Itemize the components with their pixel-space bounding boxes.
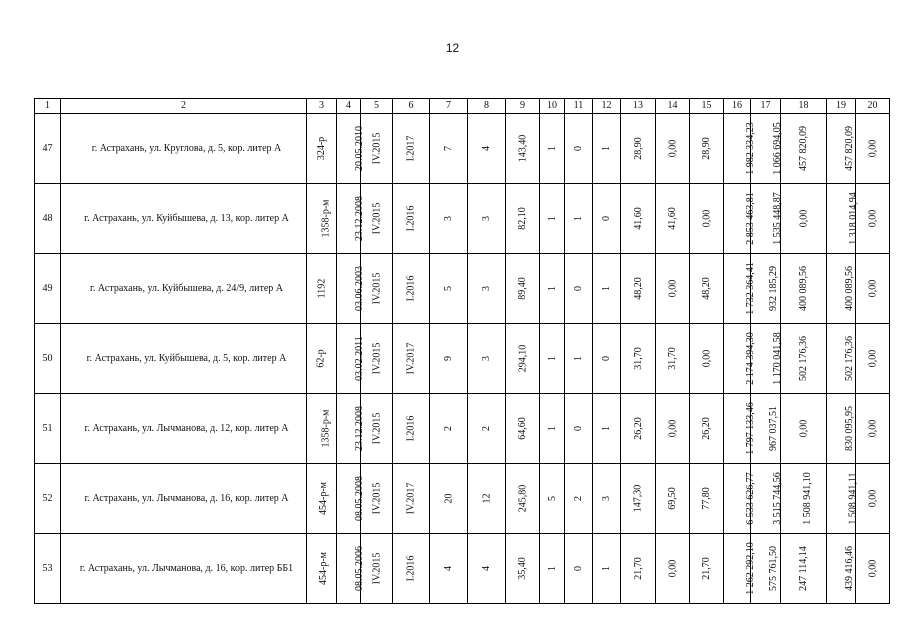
rotated-value: 1: [546, 216, 558, 221]
rotated-value: 3: [481, 356, 492, 361]
rotated-value: 0,00: [867, 139, 878, 158]
rotated-value: 1 318 014,94: [847, 192, 859, 245]
table-cell: [781, 254, 827, 324]
rotated-value: 294,10: [517, 344, 528, 373]
column-number-cell: 17: [751, 99, 781, 114]
rotated-value: 6 533 626,77: [744, 472, 756, 525]
table-cell: [690, 184, 724, 254]
rotated-value: 2 853 463,81: [744, 192, 756, 245]
row-number-cell: 47: [35, 114, 61, 184]
table-cell: [827, 324, 856, 394]
table-cell: [393, 324, 430, 394]
table-cell: [621, 394, 656, 464]
rotated-value: I.2016: [405, 555, 417, 582]
data-table: [34, 98, 890, 604]
column-number-cell: 6: [393, 99, 430, 114]
table-row: [35, 394, 890, 464]
table-cell: [393, 464, 430, 534]
rotated-value: 0,00: [867, 489, 878, 508]
address-cell: г. Астрахань, ул. Куйбышева, д. 5, кор. литер А: [61, 324, 307, 394]
rotated-value: 0,00: [867, 209, 878, 228]
rotated-value: 1 508 941,10: [801, 472, 813, 525]
rotated-value: 0,00: [798, 209, 809, 228]
table-cell: [468, 464, 506, 534]
rotated-value: 575 761,50: [768, 546, 779, 591]
table-cell: [593, 464, 621, 534]
rotated-value: 1: [601, 426, 612, 431]
address-cell: г. Астрахань, ул. Лычманова, д. 16, кор. литер ББ1: [61, 534, 307, 604]
rotated-value: 1 066 694,05: [771, 122, 783, 175]
table-cell: [781, 464, 827, 534]
rotated-value: 247 114,14: [797, 546, 809, 591]
rotated-value: 324-р: [316, 136, 327, 161]
table-cell: [724, 534, 756, 604]
rotated-value: 967 037,51: [768, 406, 779, 451]
rotated-value: 2: [573, 496, 584, 501]
row-number-cell: 53: [35, 534, 61, 604]
table-cell: [656, 324, 690, 394]
rotated-value: IV.2015: [371, 482, 383, 515]
column-number-cell: 15: [690, 99, 724, 114]
rotated-value: IV.2015: [371, 412, 383, 445]
rotated-value: 439 416,46: [844, 546, 855, 591]
rotated-value: 03.06.2003: [354, 266, 365, 311]
rotated-value: 08.05.2006: [354, 546, 365, 591]
table-cell: [393, 394, 430, 464]
table-cell: [307, 184, 337, 254]
rotated-value: 932 185,29: [768, 266, 779, 311]
rotated-value: 0,00: [867, 419, 878, 438]
rotated-value: 5: [546, 496, 558, 501]
rotated-value: 1: [601, 566, 612, 571]
table-cell: [827, 534, 856, 604]
table-cell: [827, 114, 856, 184]
table-cell: [337, 464, 365, 534]
table-cell: [856, 114, 890, 184]
table-cell: [856, 394, 890, 464]
table-cell: [724, 394, 756, 464]
table-cell: [540, 534, 565, 604]
table-cell: [307, 464, 337, 534]
table-cell: [468, 324, 506, 394]
table-cell: [468, 534, 506, 604]
table-cell: [361, 324, 393, 394]
table-cell: [781, 114, 827, 184]
row-number-cell: 49: [35, 254, 61, 324]
table-cell: [827, 394, 856, 464]
table-cell: [540, 324, 565, 394]
rotated-value: 3: [481, 286, 492, 291]
rotated-value: 4: [443, 566, 454, 571]
rotated-value: 26,20: [701, 417, 712, 440]
table-cell: [337, 534, 365, 604]
table-cell: [361, 394, 393, 464]
table-cell: [827, 184, 859, 254]
rotated-value: 20: [443, 493, 454, 504]
column-number-cell: 8: [468, 99, 506, 114]
rotated-value: I.2017: [405, 135, 417, 162]
column-number-cell: 14: [656, 99, 690, 114]
table-cell: [656, 534, 690, 604]
table-cell: [724, 324, 756, 394]
table-cell: [337, 324, 365, 394]
table-row: [35, 464, 890, 534]
table-cell: [781, 394, 827, 464]
table-cell: [656, 254, 690, 324]
rotated-value: 0,00: [867, 279, 878, 298]
rotated-value: 4: [481, 146, 492, 151]
column-number-cell: 13: [621, 99, 656, 114]
column-number-cell: 11: [565, 99, 593, 114]
table-cell: [621, 464, 656, 534]
rotated-value: IV.2015: [371, 202, 383, 235]
table-cell: [593, 324, 621, 394]
rotated-value: 2: [481, 426, 492, 431]
table-cell: [656, 114, 690, 184]
column-number-cell: 20: [856, 99, 890, 114]
rotated-value: 77,80: [701, 487, 712, 510]
table-cell: [430, 464, 468, 534]
rotated-value: 3: [601, 496, 612, 501]
rotated-value: 3 515 744,56: [771, 472, 783, 525]
rotated-value: 0: [573, 146, 584, 151]
rotated-value: 0: [573, 426, 584, 431]
table-cell: [565, 324, 593, 394]
row-number-cell: 48: [35, 184, 61, 254]
rotated-value: IV.2017: [405, 342, 417, 375]
table-cell: [307, 394, 337, 464]
rotated-value: 0,00: [701, 349, 712, 368]
table-cell: [337, 394, 365, 464]
rotated-value: 454-р-м: [318, 552, 329, 585]
rotated-value: IV.2015: [371, 552, 383, 585]
row-number-cell: 51: [35, 394, 61, 464]
table-cell: [540, 394, 565, 464]
rotated-value: 0,00: [867, 349, 878, 368]
column-number-cell: 10: [540, 99, 565, 114]
table-cell: [593, 394, 621, 464]
table-cell: [540, 114, 565, 184]
table-row: [35, 184, 890, 254]
row-number-cell: 50: [35, 324, 61, 394]
table-cell: [690, 114, 724, 184]
table-cell: [724, 464, 756, 534]
column-number-cell: 7: [430, 99, 468, 114]
column-number-cell: 18: [781, 99, 827, 114]
rotated-value: 1: [546, 566, 558, 571]
table-cell: [856, 464, 890, 534]
table-cell: [565, 184, 593, 254]
rotated-value: 3: [481, 216, 492, 221]
rotated-value: 0: [601, 356, 612, 361]
rotated-value: 4: [481, 566, 492, 571]
rotated-value: 0,00: [667, 139, 678, 158]
rotated-value: 1: [573, 216, 584, 221]
column-number-row: [35, 99, 890, 114]
table-cell: [430, 184, 468, 254]
rotated-value: IV.2015: [371, 272, 383, 305]
table-cell: [656, 184, 690, 254]
rotated-value: 03.02.2011: [353, 336, 365, 381]
table-cell: [856, 534, 890, 604]
rotated-value: 147,30: [632, 484, 644, 513]
rotated-value: 502 176,36: [798, 336, 809, 381]
table-cell: [361, 254, 393, 324]
column-number-cell: 16: [724, 99, 751, 114]
rotated-value: 1 262 292,10: [744, 542, 756, 595]
table-body: [35, 99, 890, 604]
rotated-value: 20.05.2010: [354, 126, 365, 171]
rotated-value: 0: [573, 566, 584, 571]
table-cell: [621, 184, 656, 254]
table-cell: [565, 464, 593, 534]
table-cell: [856, 254, 890, 324]
rotated-value: 21,70: [632, 557, 644, 580]
rotated-value: 31,70: [667, 347, 678, 370]
table-cell: [430, 394, 468, 464]
table-cell: [690, 254, 724, 324]
rotated-value: 12: [481, 493, 492, 504]
rotated-value: 28,90: [701, 137, 712, 160]
rotated-value: 48,20: [701, 277, 712, 300]
table-cell: [724, 254, 756, 324]
table-cell: [506, 464, 540, 534]
table-cell: [393, 534, 430, 604]
table-cell: [393, 254, 430, 324]
table-cell: [337, 114, 365, 184]
table-cell: [506, 184, 540, 254]
table-cell: [565, 114, 593, 184]
rotated-value: 1: [546, 356, 558, 361]
address-cell: г. Астрахань, ул. Куйбышева, д. 13, кор. литер А: [61, 184, 307, 254]
table-cell: [307, 254, 337, 324]
table-cell: [856, 184, 890, 254]
rotated-value: 400 089,56: [844, 266, 855, 311]
table-cell: [307, 324, 337, 394]
rotated-value: 1 797 133,46: [744, 402, 756, 455]
table-row: [35, 254, 890, 324]
rotated-value: 9: [443, 356, 454, 361]
rotated-value: 1192: [315, 278, 327, 299]
table-cell: [506, 254, 540, 324]
rotated-value: 23.12.2008: [354, 196, 365, 241]
table-cell: [540, 184, 565, 254]
table-cell: [361, 184, 393, 254]
rotated-value: 0: [573, 286, 584, 291]
rotated-value: 89,40: [517, 277, 528, 300]
table-cell: [621, 324, 656, 394]
table-cell: [827, 464, 859, 534]
table-cell: [430, 254, 468, 324]
rotated-value: 21,70: [701, 557, 712, 580]
table-cell: [506, 394, 540, 464]
rotated-value: 0,00: [667, 559, 678, 578]
rotated-value: 62-р: [316, 349, 327, 368]
table-cell: [621, 114, 656, 184]
table-cell: [565, 394, 593, 464]
rotated-value: 35,40: [517, 557, 528, 580]
table-cell: [393, 184, 430, 254]
table-cell: [307, 534, 337, 604]
table-cell: [690, 534, 724, 604]
rotated-value: 2 174 394,30: [744, 332, 756, 385]
table-cell: [593, 254, 621, 324]
address-cell: г. Астрахань, ул. Куйбышева, д. 24/9, литер А: [61, 254, 307, 324]
rotated-value: 28,90: [632, 137, 644, 160]
rotated-value: 1358-р-м: [320, 199, 332, 238]
rotated-value: 502 176,36: [844, 336, 855, 381]
column-number-cell: 4: [337, 99, 361, 114]
table-cell: [656, 464, 690, 534]
column-number-cell: 9: [506, 99, 540, 114]
table-cell: [856, 324, 890, 394]
rotated-value: 1: [546, 146, 558, 151]
rotated-value: 400 089,56: [798, 266, 809, 311]
table-cell: [393, 114, 430, 184]
rotated-value: 7: [443, 146, 454, 151]
table-cell: [565, 254, 593, 324]
table-cell: [656, 394, 690, 464]
rotated-value: IV.2015: [371, 132, 383, 165]
table-cell: [724, 114, 756, 184]
column-number-cell: 12: [593, 99, 621, 114]
table-cell: [337, 254, 365, 324]
rotated-value: 1 170 041,58: [771, 332, 783, 385]
table-cell: [593, 114, 621, 184]
column-number-cell: 19: [827, 99, 856, 114]
table-cell: [430, 324, 468, 394]
rotated-value: 1 982 334,23: [744, 122, 756, 175]
row-number-cell: 52: [35, 464, 61, 534]
rotated-value: 245,80: [517, 484, 528, 513]
rotated-value: 23.12.2008: [354, 406, 365, 451]
table-cell: [540, 464, 565, 534]
table-cell: [361, 464, 393, 534]
rotated-value: IV.2015: [371, 342, 383, 375]
rotated-value: 1: [601, 146, 612, 151]
table-cell: [361, 114, 393, 184]
rotated-value: IV.2017: [405, 482, 417, 515]
address-cell: г. Астрахань, ул. Круглова, д. 5, кор. литер А: [61, 114, 307, 184]
column-number-cell: 1: [35, 99, 61, 114]
rotated-value: 143,40: [517, 134, 528, 163]
rotated-value: 48,20: [632, 277, 644, 300]
rotated-value: I.2016: [405, 205, 417, 232]
page-number: 12: [445, 41, 460, 55]
address-cell: г. Астрахань, ул. Лычманова, д. 12, кор. литер А: [61, 394, 307, 464]
rotated-value: 0,00: [867, 559, 878, 578]
rotated-value: 1: [546, 286, 558, 291]
table-cell: [468, 394, 506, 464]
rotated-value: 0,00: [667, 279, 678, 298]
table-cell: [621, 534, 656, 604]
table-cell: [506, 324, 540, 394]
rotated-value: 82,10: [517, 207, 528, 230]
rotated-value: 64,60: [517, 417, 528, 440]
rotated-value: 69,50: [667, 487, 678, 510]
table-cell: [506, 534, 540, 604]
table-cell: [540, 254, 565, 324]
rotated-value: 1: [546, 426, 558, 431]
rotated-value: 2: [443, 426, 454, 431]
rotated-value: 26,20: [632, 417, 644, 440]
rotated-value: 0,00: [701, 209, 712, 228]
table-row: [35, 324, 890, 394]
column-number-cell: 2: [61, 99, 307, 114]
rotated-value: 0,00: [798, 419, 809, 438]
table-cell: [361, 534, 393, 604]
rotated-value: 1358-р-м: [320, 409, 332, 448]
table-cell: [690, 324, 724, 394]
rotated-value: 41,60: [632, 207, 644, 230]
rotated-value: 1 508 941,11: [847, 472, 859, 525]
table-cell: [827, 254, 856, 324]
rotated-value: 3: [443, 216, 454, 221]
table-cell: [468, 184, 506, 254]
table-cell: [621, 254, 656, 324]
rotated-value: 457 820,09: [844, 126, 855, 171]
table-cell: [430, 534, 468, 604]
rotated-value: 08.05.2008: [354, 476, 365, 521]
table-row: [35, 114, 890, 184]
column-number-cell: 5: [361, 99, 393, 114]
table-cell: [781, 534, 827, 604]
rotated-value: 1: [573, 356, 584, 361]
table-cell: [690, 394, 724, 464]
table-cell: [506, 114, 540, 184]
table-row: [35, 534, 890, 604]
column-number-cell: 3: [307, 99, 337, 114]
rotated-value: I.2016: [405, 415, 417, 442]
table-cell: [430, 114, 468, 184]
rotated-value: 1 535 448,87: [771, 192, 783, 245]
table-cell: [781, 184, 827, 254]
rotated-value: 0: [601, 216, 612, 221]
table-cell: [593, 534, 621, 604]
rotated-value: 457 820,09: [798, 126, 809, 171]
table-cell: [781, 324, 827, 394]
rotated-value: 1: [601, 286, 612, 291]
table-cell: [468, 254, 506, 324]
table-cell: [593, 184, 621, 254]
rotated-value: 0,00: [667, 419, 678, 438]
rotated-value: 5: [443, 286, 454, 291]
rotated-value: I.2016: [405, 275, 417, 302]
rotated-value: 41,60: [667, 207, 678, 230]
table-cell: [468, 114, 506, 184]
table-cell: [724, 184, 756, 254]
table-cell: [307, 114, 337, 184]
rotated-value: 31,70: [632, 347, 644, 370]
table-cell: [565, 534, 593, 604]
rotated-value: 1 732 364,41: [744, 262, 756, 315]
rotated-value: 830 095,95: [844, 406, 855, 451]
table-cell: [337, 184, 365, 254]
rotated-value: 454-р-м: [318, 482, 329, 515]
address-cell: г. Астрахань, ул. Лычманова, д. 16, кор. литер А: [61, 464, 307, 534]
table-cell: [690, 464, 724, 534]
